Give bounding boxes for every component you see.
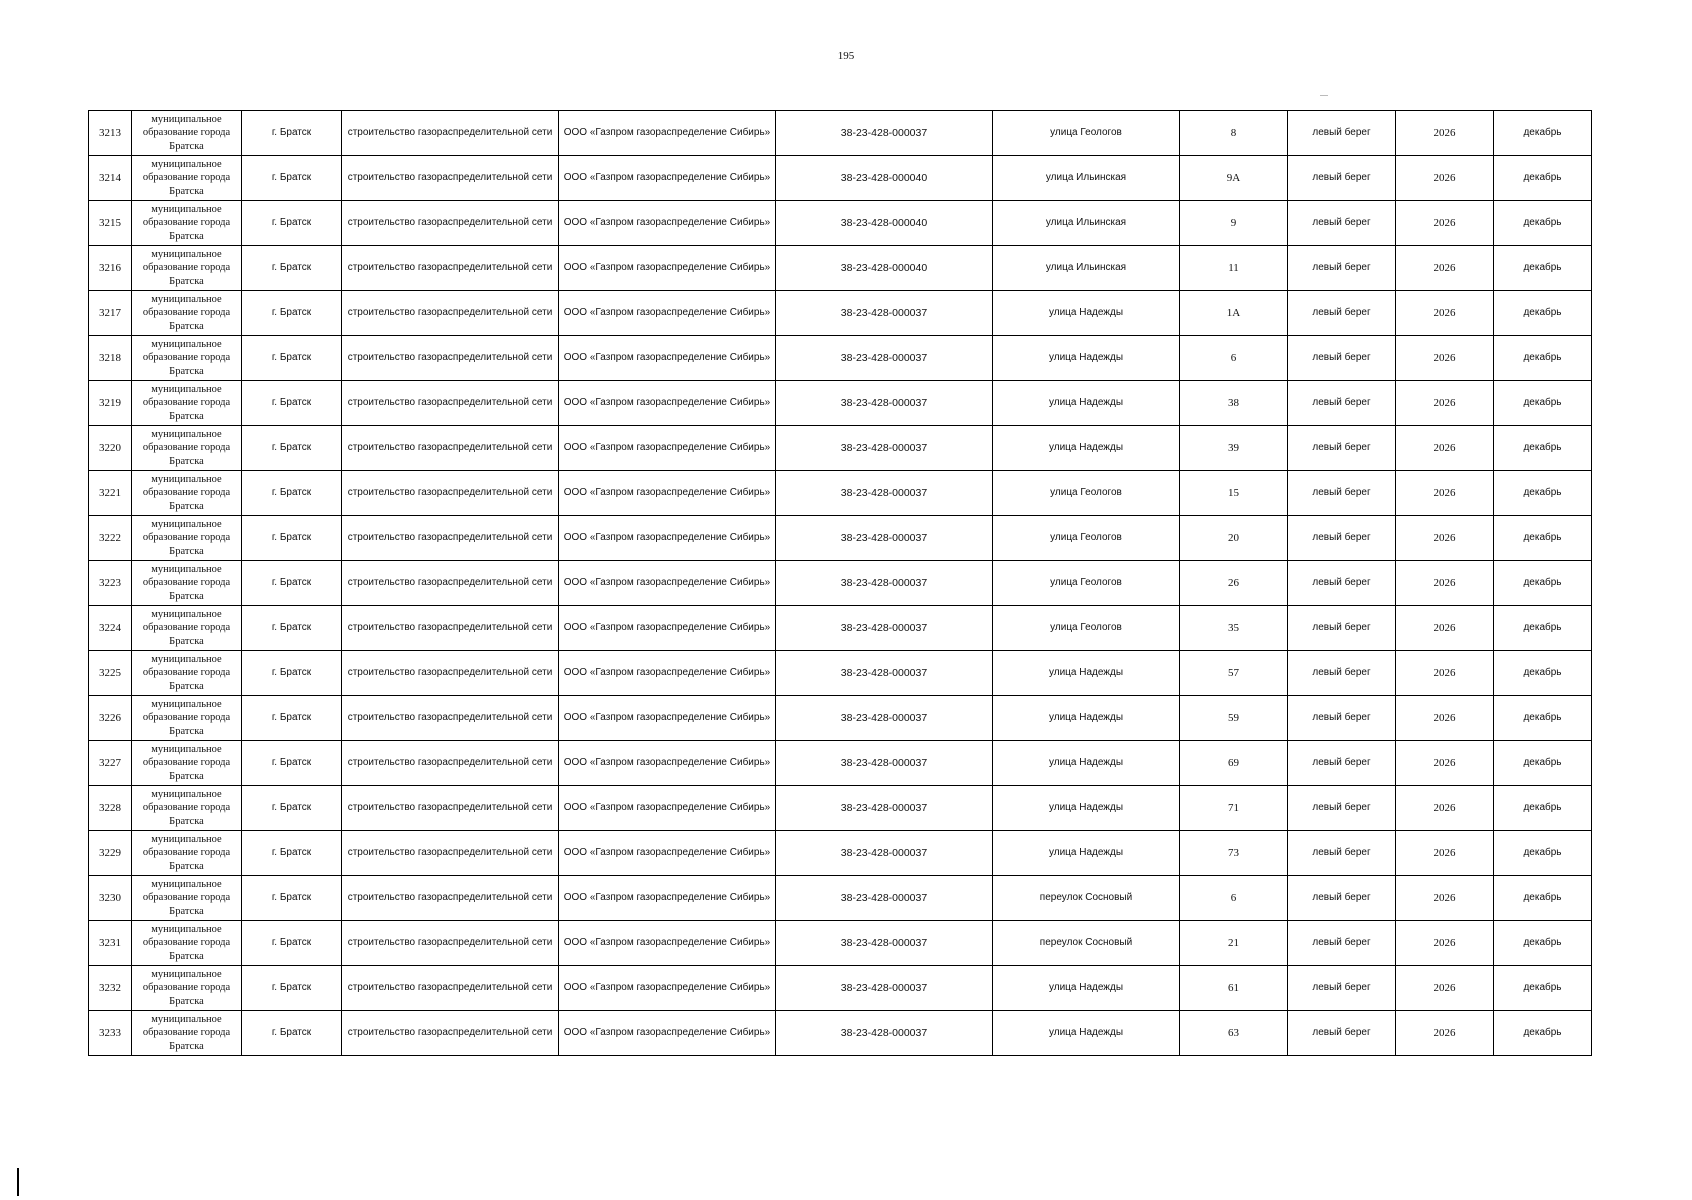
cell-street: улица Ильинская: [993, 201, 1180, 246]
cell-number: 3220: [89, 426, 132, 471]
cell-organization: ООО «Газпром газораспределение Сибирь»: [559, 246, 776, 291]
cell-street: улица Геологов: [993, 516, 1180, 561]
cell-municipality: муниципальное образование города Братска: [132, 156, 242, 201]
cell-bank: левый берег: [1288, 1011, 1396, 1056]
cell-house: 11: [1180, 246, 1288, 291]
cell-house: 21: [1180, 921, 1288, 966]
cell-number: 3231: [89, 921, 132, 966]
cell-street: улица Надежды: [993, 741, 1180, 786]
cell-number: 3223: [89, 561, 132, 606]
cell-bank: левый берег: [1288, 561, 1396, 606]
cell-work-type: строительство газораспределительной сети: [342, 786, 559, 831]
table-row: [89, 966, 1592, 1011]
cell-settlement: г. Братск: [242, 651, 342, 696]
table-row: [89, 561, 1592, 606]
cell-house: 26: [1180, 561, 1288, 606]
cell-street: переулок Сосновый: [993, 876, 1180, 921]
cell-house: 6: [1180, 876, 1288, 921]
cell-house: 59: [1180, 696, 1288, 741]
cell-bank: левый берег: [1288, 831, 1396, 876]
cell-month: декабрь: [1494, 291, 1592, 336]
cell-organization: ООО «Газпром газораспределение Сибирь»: [559, 336, 776, 381]
cell-work-type: строительство газораспределительной сети: [342, 966, 559, 1011]
cell-bank: левый берег: [1288, 336, 1396, 381]
cell-house: 15: [1180, 471, 1288, 516]
cell-network-code: 38-23-428-000037: [776, 426, 993, 471]
cell-year: 2026: [1396, 876, 1494, 921]
table-row: [89, 741, 1592, 786]
cell-municipality: муниципальное образование города Братска: [132, 246, 242, 291]
table-row: [89, 471, 1592, 516]
cell-year: 2026: [1396, 831, 1494, 876]
cell-street: улица Надежды: [993, 651, 1180, 696]
table-body: [89, 111, 1592, 1056]
cell-network-code: 38-23-428-000040: [776, 201, 993, 246]
cell-bank: левый берег: [1288, 741, 1396, 786]
cell-month: декабрь: [1494, 471, 1592, 516]
cell-municipality: муниципальное образование города Братска: [132, 381, 242, 426]
cell-year: 2026: [1396, 741, 1494, 786]
cell-street: улица Геологов: [993, 111, 1180, 156]
cell-bank: левый берег: [1288, 201, 1396, 246]
cell-work-type: строительство газораспределительной сети: [342, 651, 559, 696]
cell-house: 61: [1180, 966, 1288, 1011]
table-row: [89, 201, 1592, 246]
cell-network-code: 38-23-428-000037: [776, 876, 993, 921]
cell-month: декабрь: [1494, 426, 1592, 471]
cell-organization: ООО «Газпром газораспределение Сибирь»: [559, 741, 776, 786]
cell-network-code: 38-23-428-000037: [776, 1011, 993, 1056]
cell-work-type: строительство газораспределительной сети: [342, 876, 559, 921]
cell-bank: левый берег: [1288, 696, 1396, 741]
cell-number: 3215: [89, 201, 132, 246]
scan-mark: [1320, 95, 1328, 96]
table-row: [89, 426, 1592, 471]
cell-number: 3214: [89, 156, 132, 201]
cell-year: 2026: [1396, 696, 1494, 741]
cell-municipality: муниципальное образование города Братска: [132, 291, 242, 336]
cell-organization: ООО «Газпром газораспределение Сибирь»: [559, 651, 776, 696]
cell-settlement: г. Братск: [242, 921, 342, 966]
cell-number: 3224: [89, 606, 132, 651]
cell-bank: левый берег: [1288, 606, 1396, 651]
cell-network-code: 38-23-428-000037: [776, 381, 993, 426]
cell-organization: ООО «Газпром газораспределение Сибирь»: [559, 561, 776, 606]
cell-municipality: муниципальное образование города Братска: [132, 336, 242, 381]
cell-street: улица Ильинская: [993, 246, 1180, 291]
cell-number: 3213: [89, 111, 132, 156]
cell-work-type: строительство газораспределительной сети: [342, 246, 559, 291]
cell-month: декабрь: [1494, 336, 1592, 381]
cell-house: 63: [1180, 1011, 1288, 1056]
cell-number: 3217: [89, 291, 132, 336]
cell-settlement: г. Братск: [242, 201, 342, 246]
cell-house: 1А: [1180, 291, 1288, 336]
cell-number: 3226: [89, 696, 132, 741]
cell-house: 9А: [1180, 156, 1288, 201]
cell-settlement: г. Братск: [242, 1011, 342, 1056]
table-row: [89, 876, 1592, 921]
cell-house: 57: [1180, 651, 1288, 696]
table-row: [89, 921, 1592, 966]
cell-organization: ООО «Газпром газораспределение Сибирь»: [559, 291, 776, 336]
cell-settlement: г. Братск: [242, 696, 342, 741]
cell-street: улица Надежды: [993, 426, 1180, 471]
cell-year: 2026: [1396, 516, 1494, 561]
cell-organization: ООО «Газпром газораспределение Сибирь»: [559, 471, 776, 516]
cell-year: 2026: [1396, 246, 1494, 291]
cell-municipality: муниципальное образование города Братска: [132, 516, 242, 561]
cell-month: декабрь: [1494, 1011, 1592, 1056]
cell-street: улица Надежды: [993, 786, 1180, 831]
cell-network-code: 38-23-428-000037: [776, 741, 993, 786]
cell-year: 2026: [1396, 1011, 1494, 1056]
cell-month: декабрь: [1494, 381, 1592, 426]
cell-municipality: муниципальное образование города Братска: [132, 111, 242, 156]
cell-house: 8: [1180, 111, 1288, 156]
cell-work-type: строительство газораспределительной сети: [342, 111, 559, 156]
cell-organization: ООО «Газпром газораспределение Сибирь»: [559, 966, 776, 1011]
cell-municipality: муниципальное образование города Братска: [132, 1011, 242, 1056]
cell-municipality: муниципальное образование города Братска: [132, 921, 242, 966]
cell-organization: ООО «Газпром газораспределение Сибирь»: [559, 921, 776, 966]
cell-street: улица Геологов: [993, 561, 1180, 606]
cell-month: декабрь: [1494, 651, 1592, 696]
cell-house: 6: [1180, 336, 1288, 381]
cell-street: улица Надежды: [993, 336, 1180, 381]
cell-number: 3230: [89, 876, 132, 921]
cell-month: декабрь: [1494, 246, 1592, 291]
cell-organization: ООО «Газпром газораспределение Сибирь»: [559, 786, 776, 831]
cell-municipality: муниципальное образование города Братска: [132, 741, 242, 786]
table-row: [89, 786, 1592, 831]
cell-municipality: муниципальное образование города Братска: [132, 876, 242, 921]
cell-bank: левый берег: [1288, 966, 1396, 1011]
cell-bank: левый берег: [1288, 471, 1396, 516]
table-row: [89, 831, 1592, 876]
cell-month: декабрь: [1494, 156, 1592, 201]
cell-network-code: 38-23-428-000037: [776, 111, 993, 156]
table-row: [89, 1011, 1592, 1056]
table-row: [89, 111, 1592, 156]
cell-organization: ООО «Газпром газораспределение Сибирь»: [559, 516, 776, 561]
cell-month: декабрь: [1494, 786, 1592, 831]
cell-municipality: муниципальное образование города Братска: [132, 696, 242, 741]
cell-street: улица Геологов: [993, 471, 1180, 516]
cell-year: 2026: [1396, 651, 1494, 696]
table-row: [89, 156, 1592, 201]
cell-bank: левый берег: [1288, 786, 1396, 831]
cell-organization: ООО «Газпром газораспределение Сибирь»: [559, 201, 776, 246]
cell-bank: левый берег: [1288, 516, 1396, 561]
cell-house: 69: [1180, 741, 1288, 786]
cell-work-type: строительство газораспределительной сети: [342, 921, 559, 966]
cell-month: декабрь: [1494, 741, 1592, 786]
cell-settlement: г. Братск: [242, 246, 342, 291]
cell-work-type: строительство газораспределительной сети: [342, 426, 559, 471]
cell-house: 39: [1180, 426, 1288, 471]
cell-network-code: 38-23-428-000037: [776, 831, 993, 876]
objects-table: [88, 110, 1592, 1056]
cell-settlement: г. Братск: [242, 471, 342, 516]
cell-network-code: 38-23-428-000037: [776, 786, 993, 831]
cell-municipality: муниципальное образование города Братска: [132, 651, 242, 696]
cell-year: 2026: [1396, 201, 1494, 246]
cell-organization: ООО «Газпром газораспределение Сибирь»: [559, 876, 776, 921]
cell-work-type: строительство газораспределительной сети: [342, 201, 559, 246]
cell-settlement: г. Братск: [242, 516, 342, 561]
cell-number: 3222: [89, 516, 132, 561]
cell-bank: левый берег: [1288, 651, 1396, 696]
cell-settlement: г. Братск: [242, 291, 342, 336]
cell-month: декабрь: [1494, 921, 1592, 966]
cell-month: декабрь: [1494, 876, 1592, 921]
cell-month: декабрь: [1494, 696, 1592, 741]
table-row: [89, 696, 1592, 741]
cell-house: 73: [1180, 831, 1288, 876]
cell-bank: левый берег: [1288, 111, 1396, 156]
cell-month: декабрь: [1494, 561, 1592, 606]
cell-number: 3233: [89, 1011, 132, 1056]
cell-bank: левый берег: [1288, 381, 1396, 426]
cell-work-type: строительство газораспределительной сети: [342, 606, 559, 651]
cell-network-code: 38-23-428-000037: [776, 336, 993, 381]
cell-municipality: муниципальное образование города Братска: [132, 966, 242, 1011]
table-row: [89, 606, 1592, 651]
cell-settlement: г. Братск: [242, 831, 342, 876]
cell-street: переулок Сосновый: [993, 921, 1180, 966]
cell-street: улица Надежды: [993, 696, 1180, 741]
table-row: [89, 336, 1592, 381]
cell-year: 2026: [1396, 381, 1494, 426]
cell-municipality: муниципальное образование города Братска: [132, 831, 242, 876]
page-number: 195: [837, 50, 855, 62]
cell-bank: левый берег: [1288, 246, 1396, 291]
cell-street: улица Надежды: [993, 291, 1180, 336]
cell-settlement: г. Братск: [242, 606, 342, 651]
cell-house: 38: [1180, 381, 1288, 426]
cell-work-type: строительство газораспределительной сети: [342, 741, 559, 786]
cell-work-type: строительство газораспределительной сети: [342, 1011, 559, 1056]
cell-month: декабрь: [1494, 516, 1592, 561]
cell-municipality: муниципальное образование города Братска: [132, 426, 242, 471]
cell-bank: левый берег: [1288, 921, 1396, 966]
cell-settlement: г. Братск: [242, 786, 342, 831]
cell-number: 3228: [89, 786, 132, 831]
cell-organization: ООО «Газпром газораспределение Сибирь»: [559, 156, 776, 201]
cell-settlement: г. Братск: [242, 426, 342, 471]
cell-year: 2026: [1396, 606, 1494, 651]
cell-month: декабрь: [1494, 831, 1592, 876]
scan-edge-mark: [17, 1168, 19, 1196]
cell-house: 20: [1180, 516, 1288, 561]
cell-number: 3229: [89, 831, 132, 876]
cell-settlement: г. Братск: [242, 966, 342, 1011]
cell-work-type: строительство газораспределительной сети: [342, 156, 559, 201]
cell-year: 2026: [1396, 336, 1494, 381]
cell-municipality: муниципальное образование города Братска: [132, 201, 242, 246]
cell-number: 3216: [89, 246, 132, 291]
cell-settlement: г. Братск: [242, 156, 342, 201]
cell-network-code: 38-23-428-000037: [776, 651, 993, 696]
cell-month: декабрь: [1494, 111, 1592, 156]
cell-work-type: строительство газораспределительной сети: [342, 336, 559, 381]
cell-house: 35: [1180, 606, 1288, 651]
cell-month: декабрь: [1494, 966, 1592, 1011]
cell-settlement: г. Братск: [242, 111, 342, 156]
cell-network-code: 38-23-428-000037: [776, 921, 993, 966]
cell-organization: ООО «Газпром газораспределение Сибирь»: [559, 1011, 776, 1056]
cell-bank: левый берег: [1288, 291, 1396, 336]
cell-work-type: строительство газораспределительной сети: [342, 561, 559, 606]
cell-house: 9: [1180, 201, 1288, 246]
cell-municipality: муниципальное образование города Братска: [132, 561, 242, 606]
cell-year: 2026: [1396, 921, 1494, 966]
cell-municipality: муниципальное образование города Братска: [132, 471, 242, 516]
cell-month: декабрь: [1494, 606, 1592, 651]
cell-network-code: 38-23-428-000037: [776, 696, 993, 741]
table-row: [89, 516, 1592, 561]
table-row: [89, 246, 1592, 291]
cell-year: 2026: [1396, 471, 1494, 516]
cell-municipality: муниципальное образование города Братска: [132, 786, 242, 831]
cell-number: 3225: [89, 651, 132, 696]
table-row: [89, 381, 1592, 426]
cell-work-type: строительство газораспределительной сети: [342, 696, 559, 741]
cell-organization: ООО «Газпром газораспределение Сибирь»: [559, 111, 776, 156]
cell-street: улица Геологов: [993, 606, 1180, 651]
cell-network-code: 38-23-428-000040: [776, 246, 993, 291]
cell-organization: ООО «Газпром газораспределение Сибирь»: [559, 381, 776, 426]
cell-organization: ООО «Газпром газораспределение Сибирь»: [559, 831, 776, 876]
cell-organization: ООО «Газпром газораспределение Сибирь»: [559, 426, 776, 471]
cell-organization: ООО «Газпром газораспределение Сибирь»: [559, 606, 776, 651]
cell-month: декабрь: [1494, 201, 1592, 246]
cell-work-type: строительство газораспределительной сети: [342, 381, 559, 426]
cell-street: улица Надежды: [993, 966, 1180, 1011]
cell-work-type: строительство газораспределительной сети: [342, 831, 559, 876]
cell-settlement: г. Братск: [242, 561, 342, 606]
cell-work-type: строительство газораспределительной сети: [342, 516, 559, 561]
cell-year: 2026: [1396, 786, 1494, 831]
cell-network-code: 38-23-428-000037: [776, 561, 993, 606]
table-row: [89, 291, 1592, 336]
cell-network-code: 38-23-428-000037: [776, 516, 993, 561]
cell-number: 3221: [89, 471, 132, 516]
cell-municipality: муниципальное образование города Братска: [132, 606, 242, 651]
cell-settlement: г. Братск: [242, 336, 342, 381]
cell-year: 2026: [1396, 966, 1494, 1011]
cell-number: 3219: [89, 381, 132, 426]
cell-bank: левый берег: [1288, 876, 1396, 921]
cell-year: 2026: [1396, 561, 1494, 606]
cell-year: 2026: [1396, 426, 1494, 471]
cell-year: 2026: [1396, 156, 1494, 201]
cell-settlement: г. Братск: [242, 381, 342, 426]
cell-organization: ООО «Газпром газораспределение Сибирь»: [559, 696, 776, 741]
cell-network-code: 38-23-428-000040: [776, 156, 993, 201]
table-row: [89, 651, 1592, 696]
cell-street: улица Надежды: [993, 1011, 1180, 1056]
cell-street: улица Надежды: [993, 381, 1180, 426]
cell-network-code: 38-23-428-000037: [776, 471, 993, 516]
cell-street: улица Ильинская: [993, 156, 1180, 201]
cell-settlement: г. Братск: [242, 876, 342, 921]
cell-bank: левый берег: [1288, 156, 1396, 201]
cell-work-type: строительство газораспределительной сети: [342, 471, 559, 516]
cell-house: 71: [1180, 786, 1288, 831]
cell-settlement: г. Братск: [242, 741, 342, 786]
cell-year: 2026: [1396, 291, 1494, 336]
cell-network-code: 38-23-428-000037: [776, 291, 993, 336]
cell-year: 2026: [1396, 111, 1494, 156]
cell-bank: левый берег: [1288, 426, 1396, 471]
cell-number: 3218: [89, 336, 132, 381]
cell-number: 3227: [89, 741, 132, 786]
cell-work-type: строительство газораспределительной сети: [342, 291, 559, 336]
cell-network-code: 38-23-428-000037: [776, 606, 993, 651]
cell-network-code: 38-23-428-000037: [776, 966, 993, 1011]
cell-number: 3232: [89, 966, 132, 1011]
cell-street: улица Надежды: [993, 831, 1180, 876]
